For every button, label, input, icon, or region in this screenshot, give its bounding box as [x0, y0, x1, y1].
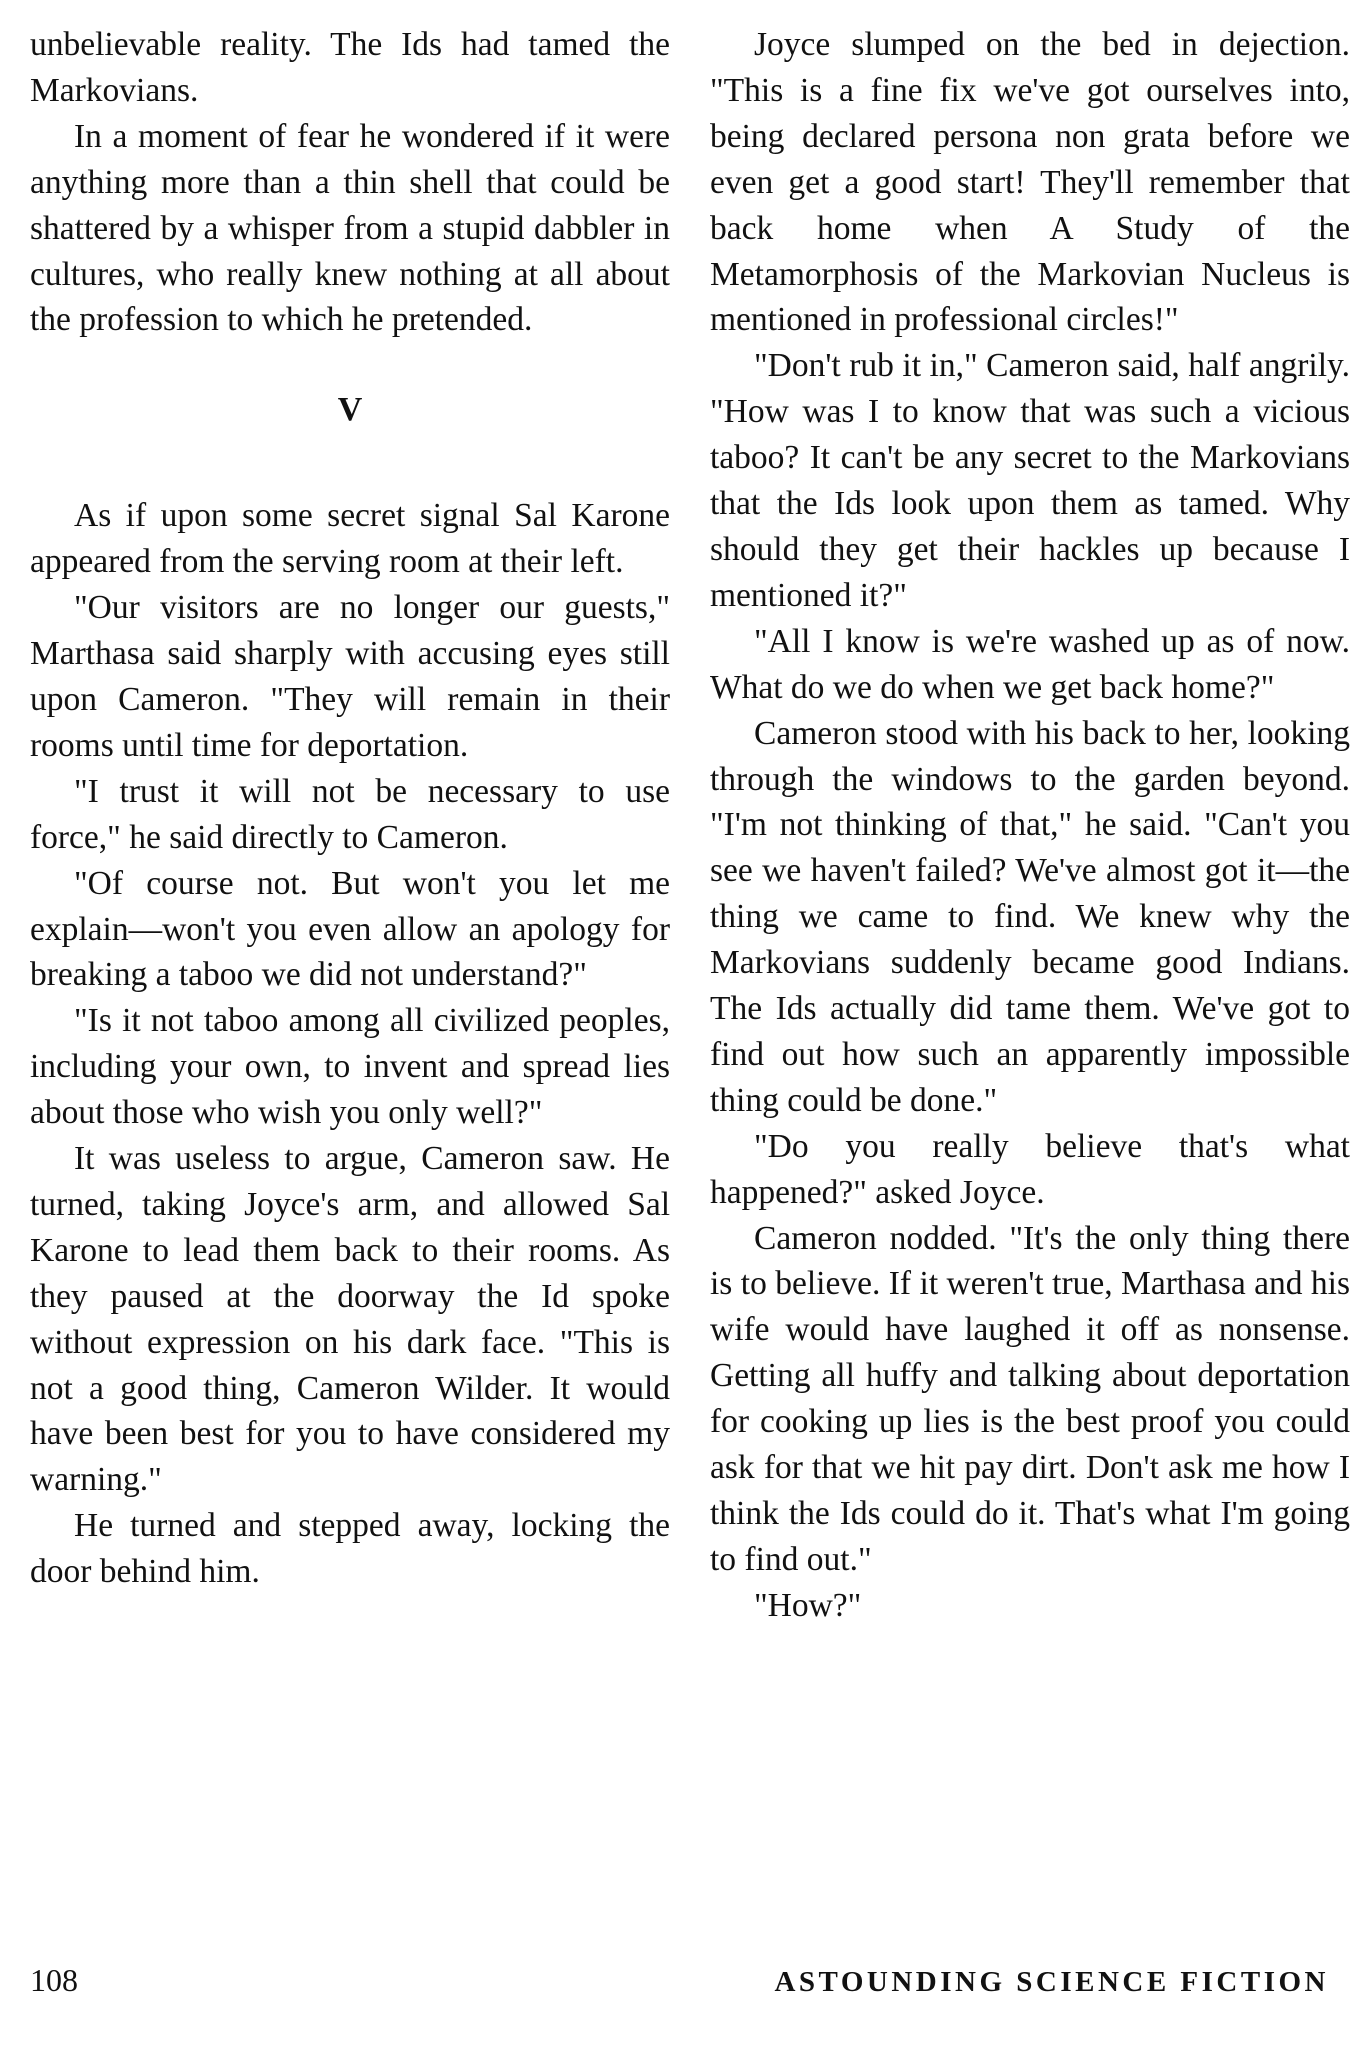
page-number: 108 — [30, 1962, 78, 1998]
right-column — [710, 22, 1350, 1629]
paragraph: "All I know is we're washed up as of now. What do we do when we get back home?" — [710, 622, 1350, 706]
paragraph: It was useless to argue, Cameron saw. He turned, taking Joyce's arm, and allowed Sal Karone to lead them back to their rooms. As they paused at the doorway the Id spoke without expression on his dark face. "This is not a good thing, Cameron Wilder. It would have been best for you to have considered my warning." — [30, 1140, 670, 1499]
paragraph: Cameron stood with his back to her, looking through the windows to the garden beyond. "I'm not thinking of that," he said. "Can't you see we haven't failed? We've almost got it—the thing we came to find. We knew why the Markovians suddenly became good Indians. The Ids actually did tame them. We've got to find out how such an apparently impossible thing could be done." — [710, 714, 1350, 1119]
running-head: ASTOUNDING SCIENCE FICTION — [774, 1966, 1329, 1998]
section-heading: V — [337, 391, 363, 429]
paragraph: unbelievable reality. The Ids had tamed the Markovians. — [30, 26, 670, 109]
paragraph: He turned and stepped away, locking the door behind him. — [30, 1507, 670, 1591]
paragraph: "I trust it will not be necessary to use force," he said directly to Cameron. — [30, 772, 670, 856]
paragraph: Cameron nodded. "It's the only thing there is to believe. If it weren't true, Marthasa and his wife would have laughed it off as nonsense. Getting all huffy and talking about deportation for cooking up lies is the best proof you could ask for that we hit pay dirt. Don't ask me how I think the Ids could do it. That's what I'm going to find out." — [710, 1219, 1350, 1578]
paragraph: "Do you really believe that's what happened?" asked Joyce. — [710, 1127, 1350, 1211]
paragraph: "Of course not. But won't you let me explain—won't you even allow an apology for breaking a taboo we did not understand?" — [30, 864, 670, 994]
paragraph: In a moment of fear he wondered if it were anything more than a thin shell that could be shattered by a whisper from a stupid dabbler in cultures, who really knew nothing at all about the profession to which he pretended. — [30, 117, 670, 339]
paragraph: "How?" — [754, 1586, 862, 1624]
paragraph: "Our visitors are no longer our guests," Marthasa said sharply with accusing eyes still upon Cameron. "They will remain in their rooms until time for deportation. — [30, 589, 670, 764]
paragraph: "Is it not taboo among all civilized peoples, including your own, to invent and spread lies about those who wish you only well?" — [30, 1002, 670, 1132]
paragraph: Joyce slumped on the bed in dejection. "This is a fine fix we've got ourselves into, being declared persona non grata before we even get a good start! They'll remember that back home when A Study of the Metamorphosis of the Markovian Nucleus is mentioned in professional circles!" — [710, 26, 1350, 339]
paragraph: As if upon some secret signal Sal Karone appeared from the serving room at their left. — [30, 497, 670, 581]
left-column — [30, 22, 670, 1595]
paragraph: "Don't rub it in," Cameron said, half angrily. "How was I to know that was such a vicious taboo? It can't be any secret to the Markovians that the Ids look upon them as tamed. Why should they get their hackles up because I mentioned it?" — [710, 347, 1350, 614]
